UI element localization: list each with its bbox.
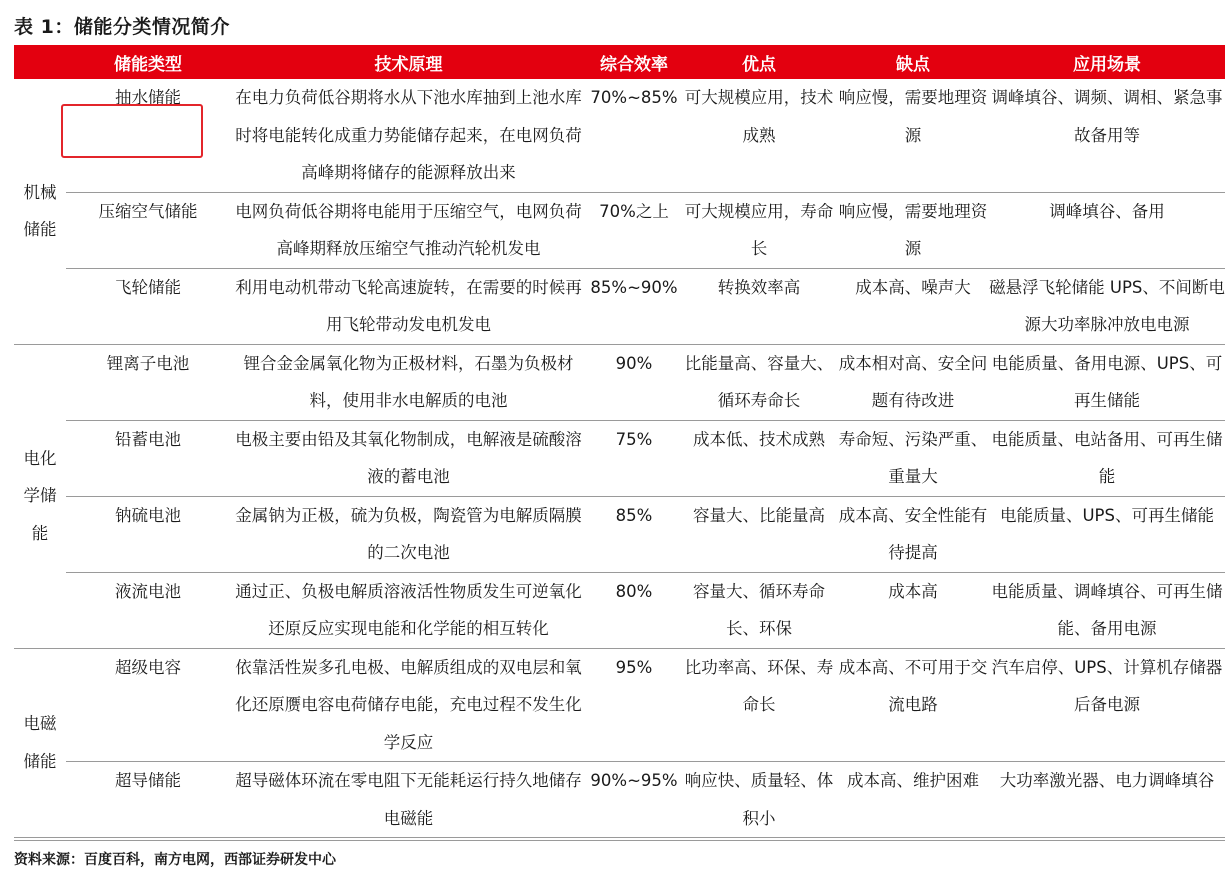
cons-cell: 成本高、不可用于交流电路 — [837, 648, 989, 762]
efficiency-cell: 95% — [587, 648, 681, 762]
cons-cell: 响应慢，需要地理资源 — [837, 192, 989, 268]
efficiency-cell: 85%~90% — [587, 268, 681, 344]
principle-cell: 电网负荷低谷期将电能用于压缩空气，电网负荷高峰期释放压缩空气推动汽轮机发电 — [230, 192, 587, 268]
table-row — [14, 420, 1225, 496]
category-cell — [14, 648, 66, 838]
cons-cell: 响应慢，需要地理资源 — [837, 79, 989, 192]
category-label: 机械储能 — [23, 182, 57, 240]
storage-type-cell: 压缩空气储能 — [66, 192, 230, 268]
table-header — [14, 45, 1225, 79]
table-row — [14, 572, 1225, 648]
category-label: 电磁储能 — [23, 714, 57, 771]
table-row — [14, 192, 1225, 268]
pros-cell: 转换效率高 — [681, 268, 837, 344]
storage-type-cell: 锂离子电池 — [66, 344, 230, 420]
category-cell — [14, 344, 66, 648]
table-bottom-rule — [14, 840, 1225, 841]
efficiency-cell: 70%之上 — [587, 192, 681, 268]
cons-cell: 寿命短、污染严重、重量大 — [837, 420, 989, 496]
storage-type-cell: 铅蓄电池 — [66, 420, 230, 496]
header-scenarios: 应用场景 — [989, 45, 1225, 79]
principle-cell: 利用电动机带动飞轮高速旋转，在需要的时候再用飞轮带动发电机发电 — [230, 268, 587, 344]
pros-cell: 响应快、质量轻、体积小 — [681, 762, 837, 838]
header-category — [14, 45, 66, 79]
cons-cell: 成本高、维护困难 — [837, 762, 989, 838]
efficiency-cell: 75% — [587, 420, 681, 496]
principle-cell: 金属钠为正极，硫为负极，陶瓷管为电解质隔膜的二次电池 — [230, 496, 587, 572]
scenarios-cell: 调峰填谷、调频、调相、紧急事故备用等 — [989, 79, 1225, 192]
cons-cell: 成本高、噪声大 — [837, 268, 989, 344]
cons-cell: 成本相对高、安全问题有待改进 — [837, 344, 989, 420]
header-efficiency: 综合效率 — [587, 45, 681, 79]
principle-cell: 锂合金金属氧化物为正极材料，石墨为负极材料，使用非水电解质的电池 — [230, 344, 587, 420]
efficiency-cell: 90%~95% — [587, 762, 681, 838]
scenarios-cell: 电能质量、备用电源、UPS、可再生储能 — [989, 344, 1225, 420]
cons-cell: 成本高 — [837, 572, 989, 648]
header-principle: 技术原理 — [230, 45, 587, 79]
scenarios-cell: 电能质量、电站备用、可再生储能 — [989, 420, 1225, 496]
header-cons: 缺点 — [837, 45, 989, 79]
principle-cell: 依靠活性炭多孔电极、电解质组成的双电层和氧化还原赝电容电荷储存电能，充电过程不发生化学反应 — [230, 648, 587, 762]
cons-cell: 成本高、安全性能有待提高 — [837, 496, 989, 572]
principle-cell: 通过正、负极电解质溶液活性物质发生可逆氧化还原反应实现电能和化学能的相互转化 — [230, 572, 587, 648]
header-pros: 优点 — [681, 45, 837, 79]
scenarios-cell: 调峰填谷、备用 — [989, 192, 1225, 268]
category-cell — [14, 79, 66, 344]
table-row — [14, 762, 1225, 838]
table-row — [14, 344, 1225, 420]
storage-type-cell: 钠硫电池 — [66, 496, 230, 572]
efficiency-cell: 90% — [587, 344, 681, 420]
scenarios-cell: 汽车启停、UPS、计算机存储器后备电源 — [989, 648, 1225, 762]
table-row — [14, 496, 1225, 572]
storage-type-cell: 超级电容 — [66, 648, 230, 762]
table-row — [14, 268, 1225, 344]
category-label: 电化学储能 — [23, 448, 57, 543]
source-note: 资料来源：百度百科，南方电网，西部证券研发中心 — [14, 852, 336, 868]
table-title: 表 1：储能分类情况简介 — [14, 16, 230, 38]
storage-type-cell: 液流电池 — [66, 572, 230, 648]
table-row — [14, 648, 1225, 762]
scenarios-cell: 电能质量、调峰填谷、可再生储能、备用电源 — [989, 572, 1225, 648]
principle-cell: 电极主要由铅及其氧化物制成，电解液是硫酸溶液的蓄电池 — [230, 420, 587, 496]
storage-type-cell: 抽水储能 — [66, 79, 230, 192]
pros-cell: 可大规模应用，寿命长 — [681, 192, 837, 268]
pros-cell: 比功率高、环保、寿命长 — [681, 648, 837, 762]
header-type: 储能类型 — [66, 45, 230, 79]
highlight-box — [61, 104, 203, 158]
scenarios-cell: 大功率激光器、电力调峰填谷 — [989, 762, 1225, 838]
scenarios-cell: 磁悬浮飞轮储能 UPS、不间断电源大功率脉冲放电电源 — [989, 268, 1225, 344]
storage-type-cell: 超导储能 — [66, 762, 230, 838]
pros-cell: 成本低、技术成熟 — [681, 420, 837, 496]
pros-cell: 比能量高、容量大、循环寿命长 — [681, 344, 837, 420]
table-body — [14, 79, 1225, 838]
principle-cell: 超导磁体环流在零电阻下无能耗运行持久地储存电磁能 — [230, 762, 587, 838]
pros-cell: 可大规模应用，技术成熟 — [681, 79, 837, 192]
energy-storage-table — [14, 45, 1225, 838]
principle-cell: 在电力负荷低谷期将水从下池水库抽到上池水库时将电能转化成重力势能储存起来，在电网负荷高峰期将储存的能源释放出来 — [230, 79, 587, 192]
scenarios-cell: 电能质量、UPS、可再生储能 — [989, 496, 1225, 572]
storage-type-cell: 飞轮储能 — [66, 268, 230, 344]
efficiency-cell: 70%~85% — [587, 79, 681, 192]
pros-cell: 容量大、比能量高 — [681, 496, 837, 572]
pros-cell: 容量大、循环寿命长、环保 — [681, 572, 837, 648]
efficiency-cell: 85% — [587, 496, 681, 572]
efficiency-cell: 80% — [587, 572, 681, 648]
